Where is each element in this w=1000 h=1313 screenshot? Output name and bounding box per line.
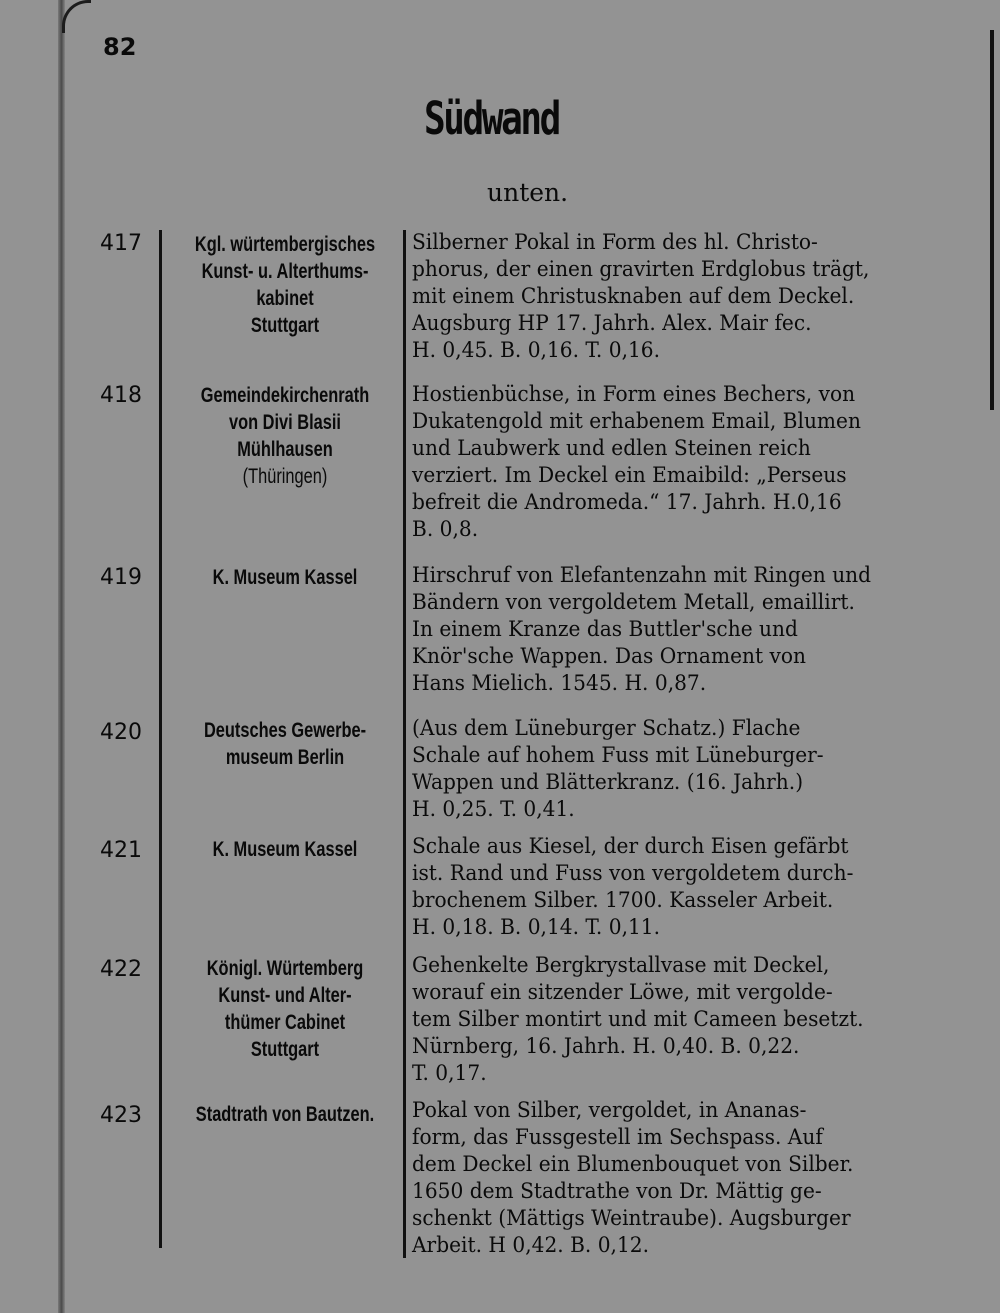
page-curl (62, 0, 91, 33)
lender (168, 231, 402, 339)
description-line: H. 0,18. B. 0,14. T. 0,11. (412, 915, 661, 939)
lender-line: Kunst- und Alter- (218, 984, 352, 1007)
lender-line: museum Berlin (225, 746, 345, 769)
description-line: mit einem Christusknaben auf dem Deckel. (412, 284, 855, 308)
entry-description (412, 562, 944, 697)
entry-description (412, 229, 944, 364)
description-line: H. 0,25. T. 0,41. (412, 797, 575, 821)
right-page-edge (990, 30, 994, 410)
entry-description (412, 381, 944, 543)
description-line: Arbeit. H 0,42. B. 0,12. (412, 1233, 650, 1257)
description-line: Schale aus Kiesel, der durch Eisen gefärbt (412, 834, 849, 858)
entry-number: 417 (100, 231, 142, 256)
lender-line: Königl. Würtemberg (206, 957, 364, 980)
description-line: In einem Kranze das Buttler'sche und (412, 617, 798, 641)
description-line: Bändern von vergoldetem Metall, emaillirt. (412, 590, 855, 614)
book-spine-edge (58, 0, 65, 1313)
description-line: phorus, der einen gravirten Erdglobus trägt, (412, 257, 870, 281)
column-divider-left (159, 230, 162, 1248)
lender (168, 717, 402, 771)
lender-line: Gemeindekirchenrath (200, 384, 370, 407)
page-number: 82 (103, 33, 137, 61)
section-title: Südwand (424, 92, 559, 145)
entry-description (412, 833, 944, 941)
lender-line: K. Museum Kassel (212, 566, 358, 589)
description-line: Knör'sche Wappen. Das Ornament von (412, 644, 807, 668)
description-line: und Laubwerk und edlen Steinen reich (412, 436, 811, 460)
entry-number: 419 (100, 565, 142, 590)
description-line: befreit die Andromeda.“ 17. Jahrh. H.0,16 (412, 490, 842, 514)
section-subtitle: unten. (487, 178, 569, 207)
description-line: H. 0,45. B. 0,16. T. 0,16. (412, 338, 661, 362)
description-line: Gehenkelte Bergkrystallvase mit Deckel, (412, 953, 830, 977)
description-line: Pokal von Silber, vergoldet, in Ananas- (412, 1098, 807, 1122)
entry-number: 420 (100, 720, 142, 745)
lender-line: Kgl. würtembergisches (194, 233, 376, 256)
description-line: T. 0,17. (412, 1061, 487, 1085)
lender-line: (Thüringen) (242, 465, 328, 488)
description-line: brochenem Silber. 1700. Kasseler Arbeit. (412, 888, 834, 912)
lender-line: K. Museum Kassel (212, 838, 358, 861)
description-line: verziert. Im Deckel ein Emaibild: „Perseus (412, 463, 847, 487)
description-line: Wappen und Blätterkranz. (16. Jahrh.) (412, 770, 804, 794)
description-line: (Aus dem Lüneburger Schatz.) Flache (412, 716, 801, 740)
description-line: schenkt (Mättigs Weintraube). Augsburger (412, 1206, 851, 1230)
lender (168, 564, 402, 591)
lender-line: Deutsches Gewerbe- (203, 719, 367, 742)
lender (168, 382, 402, 490)
description-line: tem Silber montirt und mit Cameen besetzt. (412, 1007, 864, 1031)
lender-line: Stadtrath von Bautzen. (195, 1103, 375, 1126)
description-line: 1650 dem Stadtrathe von Dr. Mättig ge- (412, 1179, 822, 1203)
entry-description (412, 952, 944, 1087)
lender (168, 955, 402, 1063)
lender-line: Kunst- u. Alterthums- (201, 260, 369, 283)
entry-number: 422 (100, 957, 142, 982)
lender-line: kabinet (256, 287, 314, 310)
lender-line: Mühlhausen (237, 438, 333, 461)
description-line: Hirschruf von Elefantenzahn mit Ringen und (412, 563, 872, 587)
description-line: Dukatengold mit erhabenem Email, Blumen (412, 409, 861, 433)
description-line: Nürnberg, 16. Jahrh. H. 0,40. B. 0,22. (412, 1034, 800, 1058)
lender (168, 1101, 402, 1128)
description-line: worauf ein sitzender Löwe, mit vergolde- (412, 980, 833, 1004)
entry-number: 421 (100, 838, 142, 863)
description-line: B. 0,8. (412, 517, 479, 541)
description-line: dem Deckel ein Blumenbouquet von Silber. (412, 1152, 854, 1176)
lender-line: Stuttgart (250, 314, 320, 337)
lender-line: von Divi Blasii (229, 411, 341, 434)
description-line: Augsburg HP 17. Jahrh. Alex. Mair fec. (412, 311, 812, 335)
lender-line: Stuttgart (250, 1038, 320, 1061)
description-line: Silberner Pokal in Form des hl. Christo- (412, 230, 818, 254)
description-line: Hostienbüchse, in Form eines Bechers, von (412, 382, 856, 406)
description-line: Hans Mielich. 1545. H. 0,87. (412, 671, 707, 695)
entry-number: 423 (100, 1103, 142, 1128)
entry-number: 418 (100, 383, 142, 408)
lender-line: thümer Cabinet (224, 1011, 346, 1034)
description-line: Schale auf hohem Fuss mit Lüneburger- (412, 743, 824, 767)
column-divider-right (403, 230, 406, 1258)
lender (168, 836, 402, 863)
description-line: ist. Rand und Fuss von vergoldetem durch- (412, 861, 854, 885)
entry-description (412, 1097, 944, 1259)
description-line: form, das Fussgestell im Sechspass. Auf (412, 1125, 823, 1149)
entry-description (412, 715, 944, 823)
